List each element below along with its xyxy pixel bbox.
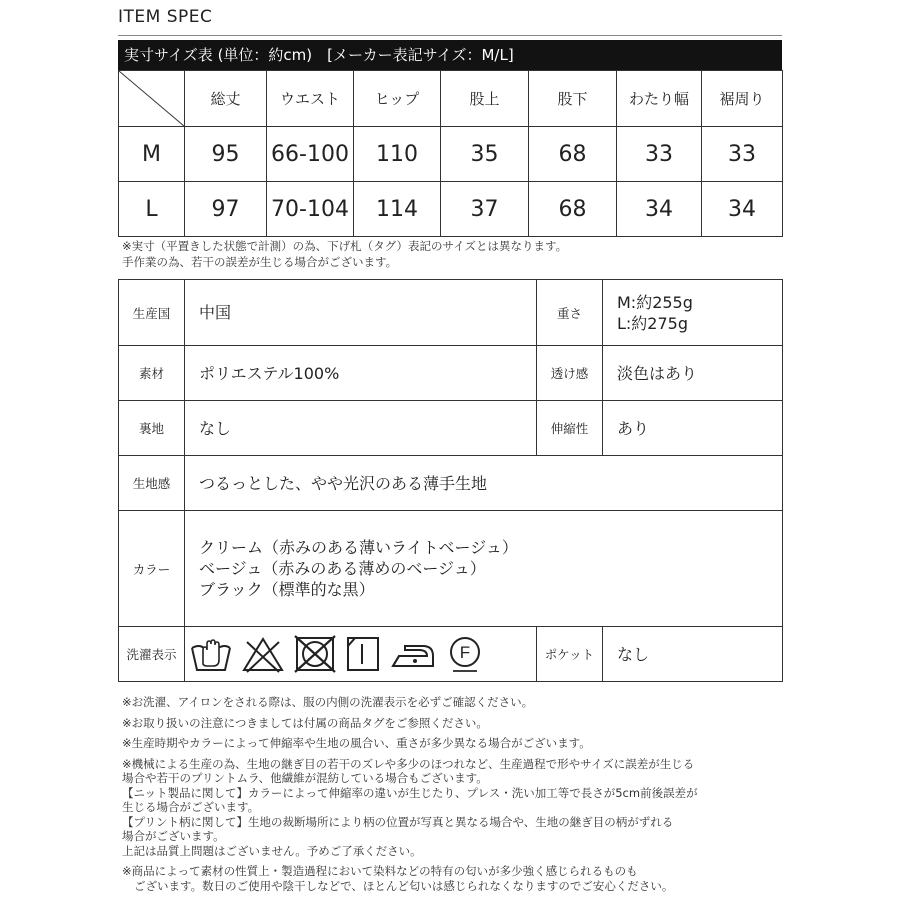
size-notes — [122, 238, 567, 270]
table-row — [119, 127, 783, 182]
weight-l: L:約275g — [617, 313, 689, 333]
spec-value: つるっとした、やや光沢のある薄手生地 — [185, 456, 783, 511]
note-line: ※生産時期やカラーによって伸縮率や生地の風合い、重さが多少異なる場合がございます。 — [122, 736, 591, 750]
spec-row — [119, 511, 783, 627]
dry-clean-f-icon — [445, 634, 485, 674]
no-bleach-icon — [241, 634, 285, 674]
size-table — [118, 70, 783, 237]
page-title: ITEM SPEC — [118, 7, 213, 27]
spec-label: 伸縮性 — [537, 401, 603, 456]
dry-clean-letter: F — [459, 643, 471, 662]
note-line: ※お取り扱いの注意につきましては付属の商品タグをご参照ください。 — [122, 715, 488, 730]
spec-row — [119, 346, 783, 401]
table-cell: 70-104 — [267, 182, 354, 237]
color-item: ベージュ（赤みのある薄めのベージュ） — [199, 559, 486, 578]
spec-label: カラー — [119, 511, 185, 627]
table-cell: 35 — [441, 127, 529, 182]
table-cell: 37 — [441, 182, 529, 237]
table-cell: 68 — [529, 127, 617, 182]
diagonal-line-icon — [119, 71, 184, 126]
care-icons — [185, 627, 537, 682]
spec-value: 中国 — [185, 280, 537, 346]
hand-wash-icon — [189, 634, 233, 674]
size-table-header: 実寸サイズ表 (単位：約cm) [メーカー表記サイズ：M/L] — [118, 40, 782, 70]
table-cell: 34 — [702, 182, 783, 237]
spec-value: なし — [603, 627, 783, 682]
low-iron-icon — [389, 634, 437, 674]
note-line: ※お洗濯、アイロンをされる際は、服の内側の洗濯表示を必ずご確認ください。 — [122, 695, 534, 709]
spec-label: 素材 — [119, 346, 185, 401]
note-line: ※機械による生産の為、生地の継ぎ目の若干のズレや多少のほつれなど、生産過程で形やサイズに誤差が生じる — [122, 756, 695, 771]
spec-value: 淡色はあり — [603, 346, 783, 401]
column-header: 股下 — [529, 71, 617, 127]
note-line: ※商品によって素材の性質上・製造過程において染料などの特有の匂いが多少強く感じられるものも — [122, 864, 638, 878]
column-header: わたり幅 — [617, 71, 702, 127]
weight-m: M:約255g — [617, 292, 693, 312]
column-header: ヒップ — [354, 71, 441, 127]
spec-value: なし — [185, 401, 537, 456]
spec-label: 重さ — [537, 280, 603, 346]
spec-row — [119, 401, 783, 456]
note-line: ございます。数日のご使用や陰干しなどで、ほとんど匂いは感じられなくなりますのでご安心ください。 — [134, 878, 674, 893]
table-cell: 66-100 — [267, 127, 354, 182]
column-header: ウエスト — [267, 71, 354, 127]
note-line: 生じる場合がございます。 — [122, 800, 260, 814]
table-cell: 114 — [354, 182, 441, 237]
spec-label: 生地感 — [119, 456, 185, 511]
table-cell: 33 — [702, 127, 783, 182]
color-list — [185, 511, 783, 627]
spec-label: 生産国 — [119, 280, 185, 346]
table-cell: 34 — [617, 182, 702, 237]
spec-row — [119, 456, 783, 511]
size-label: M — [119, 127, 185, 182]
note-line: 【ニット製品に関して】カラーによって伸縮率の違いが生じたり、プレス・洗い加工等で長さが5cm前後誤差が — [122, 785, 698, 800]
spec-row — [119, 627, 783, 682]
spec-label: 裏地 — [119, 401, 185, 456]
color-item: ブラック（標準的な黒） — [199, 580, 375, 599]
spec-value: ポリエステル100% — [185, 346, 537, 401]
column-header: 股上 — [441, 71, 529, 127]
care-notes — [122, 695, 782, 893]
table-cell: 110 — [354, 127, 441, 182]
weight-value — [603, 280, 783, 346]
table-cell: 68 — [529, 182, 617, 237]
color-item: クリーム（赤みのある薄いライトベージュ） — [199, 538, 518, 557]
line-dry-icon — [345, 634, 381, 674]
spec-table — [118, 279, 783, 682]
table-row — [119, 182, 783, 237]
title-bar — [118, 6, 782, 36]
size-label: L — [119, 182, 185, 237]
note-line: 場合がございます。 — [122, 829, 225, 843]
size-note: 手作業の為、若干の誤差が生じる場合がございます。 — [122, 255, 398, 269]
spec-value: あり — [603, 401, 783, 456]
column-header: 総丈 — [185, 71, 267, 127]
spec-label: 洗濯表示 — [119, 627, 185, 682]
no-tumble-dry-icon — [293, 634, 337, 674]
size-note: ※実寸（平置きした状態で計測）の為、下げ札（タグ）表記のサイズとは異なります。 — [122, 239, 568, 253]
spec-label: ポケット — [537, 627, 603, 682]
note-line: 上記は品質上問題はございません。予めご了承ください。 — [122, 843, 422, 858]
table-cell: 97 — [185, 182, 267, 237]
table-cell: 95 — [185, 127, 267, 182]
table-cell: 33 — [617, 127, 702, 182]
spec-label: 透け感 — [537, 346, 603, 401]
corner-cell — [119, 71, 185, 127]
note-line: 場合や若干のプリントムラ、他繊維が混紡している場合もございます。 — [122, 771, 488, 785]
spec-row — [119, 280, 783, 346]
column-header: 裾周り — [702, 71, 783, 127]
title-divider — [118, 35, 782, 36]
note-line: 【プリント柄に関して】生地の裁断場所により柄の位置が写真と異なる場合や、生地の継ぎ目の柄がずれる — [122, 814, 674, 829]
size-table-header-row — [119, 71, 783, 127]
